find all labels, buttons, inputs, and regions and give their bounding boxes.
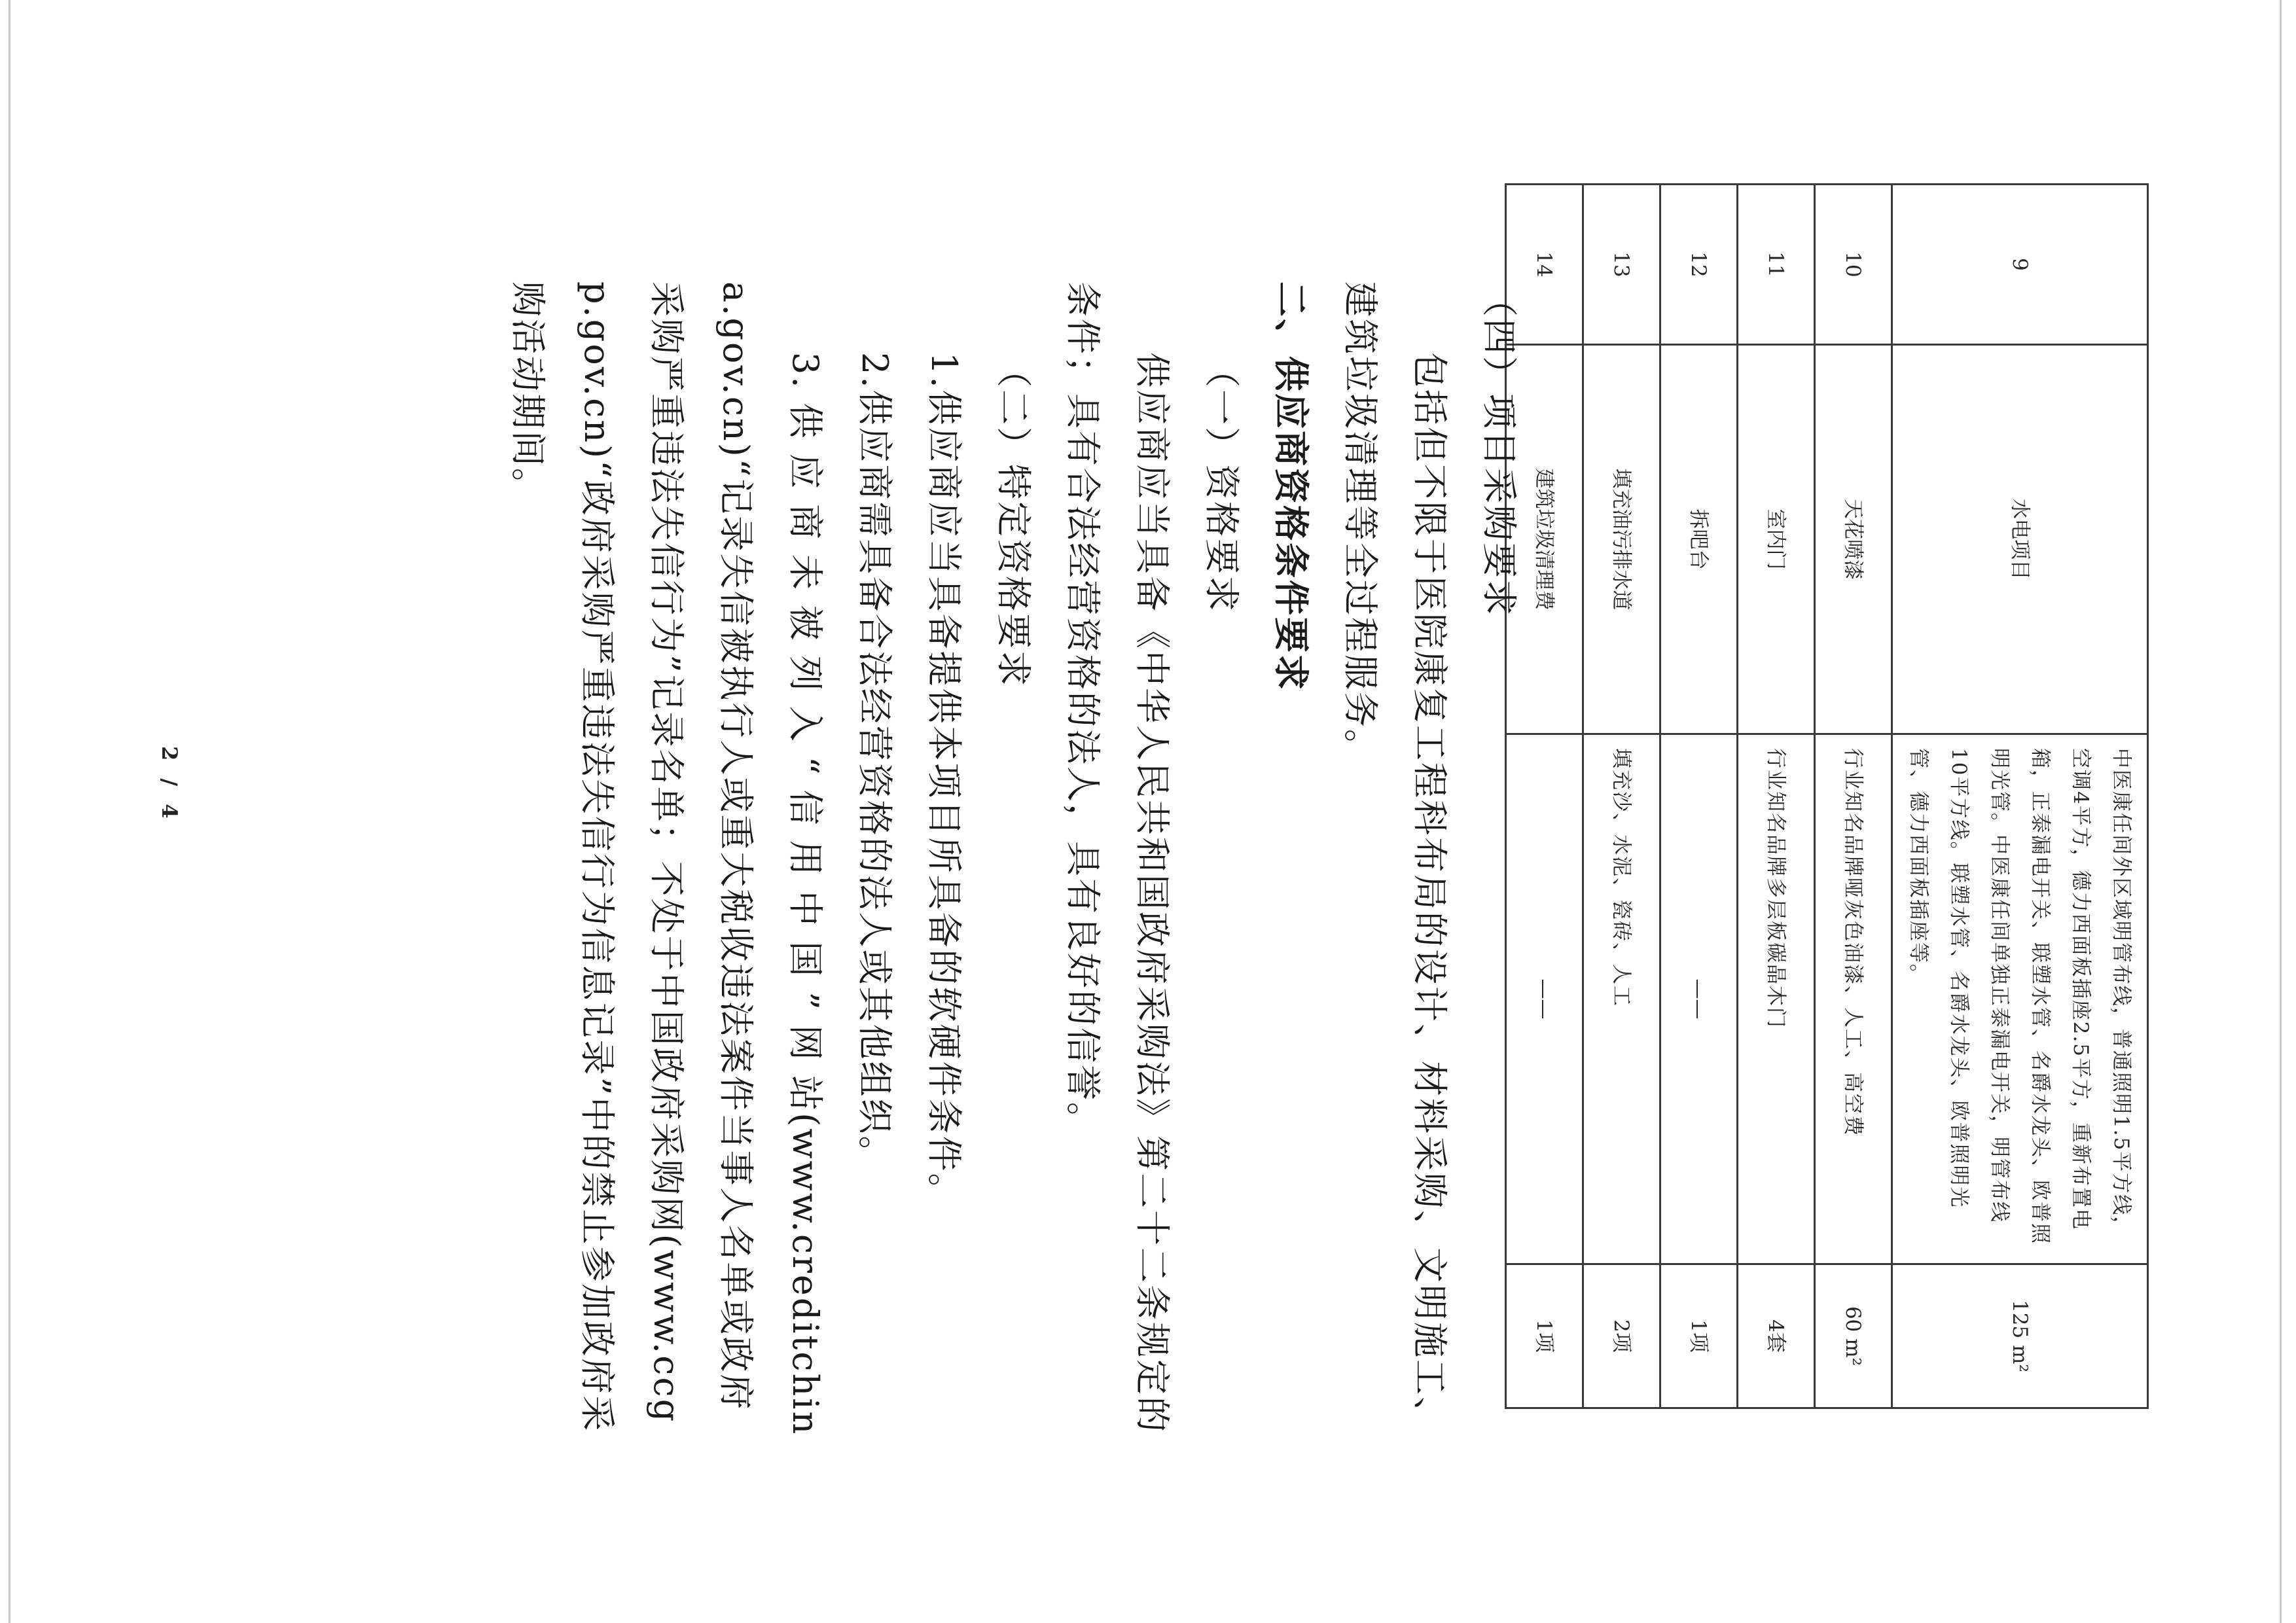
section-heading-qualifications: 二、供应商资格条件要求 bbox=[1270, 281, 1312, 692]
subsection-title-qualification: （一）资格要求 bbox=[1201, 352, 1242, 613]
item-number: 11 bbox=[1738, 185, 1815, 345]
item-name: 建筑垃圾清理费 bbox=[1506, 345, 1583, 734]
item-number: 9 bbox=[1892, 185, 2148, 345]
requirement-item-2: 2.供应商需具备合法经营资格的法人或其他组织。 bbox=[854, 352, 895, 1173]
table-row bbox=[1815, 185, 1892, 1408]
table-row bbox=[1660, 185, 1738, 1408]
item-spec: 行业知名品牌哑灰色油漆、人工、高空费 bbox=[1815, 734, 1892, 1264]
item-number: 13 bbox=[1583, 185, 1660, 345]
table-row bbox=[1583, 185, 1660, 1408]
table-row bbox=[1738, 185, 1815, 1408]
table-row bbox=[1892, 185, 2148, 1408]
qualification-paragraph: 供应商应当具备《中华人民共和国政府采购法》第二十二条规定的条件；具有合法经营资格的法人，具有良好的信誉。 bbox=[1062, 281, 1173, 1434]
item-quantity: 125 m² bbox=[1892, 1264, 2148, 1408]
item-quantity: 1项 bbox=[1506, 1264, 1583, 1408]
item-number: 10 bbox=[1815, 185, 1892, 345]
item-table bbox=[1505, 183, 2149, 1409]
item-quantity: 4套 bbox=[1738, 1264, 1815, 1408]
item-number: 14 bbox=[1506, 185, 1583, 345]
item-name: 水电项目 bbox=[1892, 345, 2148, 734]
item-name: 天花喷漆 bbox=[1815, 345, 1892, 734]
item-spec: —— bbox=[1506, 734, 1583, 1264]
procurement-scope-paragraph: 包括但不限于医院康复工程科布局的设计、材料采购、文明施工、建筑垃圾清理等全过程服务。 bbox=[1340, 281, 1450, 1434]
item-name: 室内门 bbox=[1738, 345, 1815, 734]
subsection-title-special-qualification: （二）特定资格要求 bbox=[993, 352, 1034, 688]
scan-edge-top bbox=[2280, 0, 2282, 1623]
section-title-procurement-requirements: （四）项目采购要求 bbox=[1479, 281, 1520, 617]
item-quantity: 2项 bbox=[1583, 1264, 1660, 1408]
item-quantity: 1项 bbox=[1660, 1264, 1738, 1408]
page-number: 2 / 4 bbox=[157, 746, 182, 824]
item-spec: —— bbox=[1660, 734, 1738, 1264]
item-name: 填充油污排水道 bbox=[1583, 345, 1660, 734]
requirement-item-3: 3. 供 应 商 未 被 列 入 “ 信 用 中 国 ” 网 站(www.creditchina.gov.cn)“记录失信被执行人或重大税收违法案件当事人名单或政府采购严重违法失信行为”记录名单；不处于中国政府采购网(www.ccgp.gov.cn)“政府采购严重违法失信行为信息记录”中的禁止参加政府采购活动期间。 bbox=[507, 281, 826, 1436]
scan-edge-bottom bbox=[9, 0, 10, 1623]
requirement-item-1: 1.供应商应当具备提供本项目所具备的软硬件条件。 bbox=[924, 352, 965, 1211]
item-quantity: 60 m² bbox=[1815, 1264, 1892, 1408]
item-number: 12 bbox=[1660, 185, 1738, 345]
item-spec: 填充沙、水泥、瓷砖、人工 bbox=[1583, 734, 1660, 1264]
item-spec: 中医康任间外区域明管布线，普通照明1.5平方线，空调4平方，德力西面板插座2.5平方，重新布置电箱，正泰漏电开关、联塑水管、名爵水龙头、欧普照明光管。中医康任间单独正泰漏电开关，明管布线10平方线。联塑水管、名爵水龙头、欧普照明光管、德力西面板插座等。 bbox=[1892, 734, 2148, 1264]
item-spec: 行业知名品牌多层板碳晶木门 bbox=[1738, 734, 1815, 1264]
item-name: 拆吧台 bbox=[1660, 345, 1738, 734]
